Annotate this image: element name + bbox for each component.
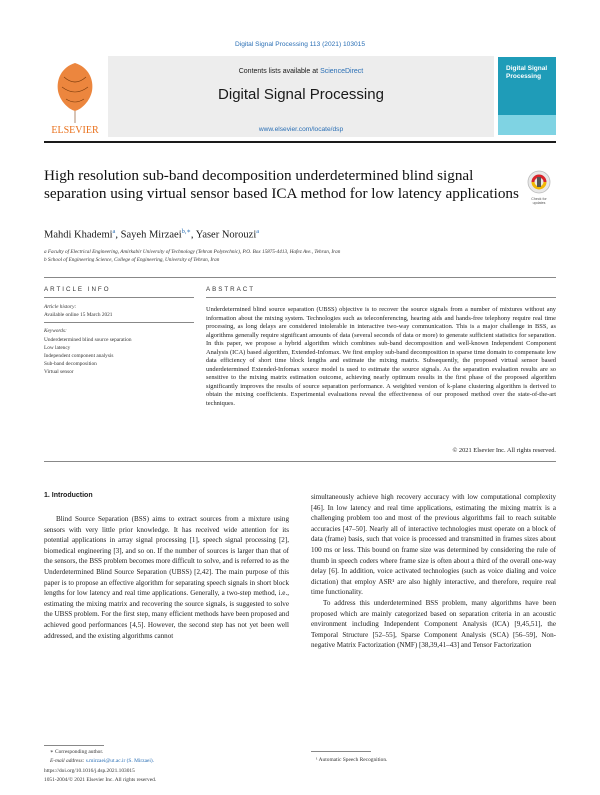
svg-text:updates: updates — [532, 201, 546, 205]
check-for-updates-badge[interactable] — [524, 169, 554, 205]
contents-line: Contents lists available at ScienceDirect — [238, 68, 364, 75]
abstract-heading: ABSTRACT — [206, 286, 256, 293]
history-label: Article history: — [44, 304, 77, 310]
author-name[interactable]: Yaser Norouzi — [195, 229, 257, 241]
journal-title: Digital Signal Processing — [218, 86, 384, 103]
divider — [44, 277, 556, 278]
journal-homepage — [108, 126, 494, 133]
cover-title: Digital Signal Processing — [506, 65, 548, 80]
section-heading: 1. Introduction — [44, 492, 93, 499]
badge-label: Check for — [531, 197, 547, 201]
article-info-heading: ARTICLE INFO — [44, 286, 111, 293]
corresponding-author-note: ∗ Corresponding author. — [50, 749, 104, 755]
keyword: Independent component analysis — [44, 353, 114, 359]
email-link[interactable]: s.mirzaei@ut.ac.ir (S. Mirzaei). — [85, 758, 155, 764]
article-title: High resolution sub-band decomposition underdetermined blind signal separation using virtual sensor based ICA method for low latency applications — [44, 167, 519, 202]
affiliation: b School of Engineering Science, College of Engineering, University of Tehran, Iran — [44, 257, 220, 263]
divider — [44, 322, 194, 323]
keyword: Virtual sensor — [44, 369, 74, 375]
paragraph: Blind Source Separation (BSS) aims to extract sources from a mixture using sensors with very little prior knowledge. It has received wide attention for its potential applications in array signal processing [1], speech signal processing [2], biomedical engineering [3], and so on. If the number of sources is larger than that of the sensors, the BSS problem becomes more difficult to solve, and is referred to as the Underdetermined Blind Source Separation (UBSS) [2,42]. The main purpose of this paper is to propose an effective algorithm for separating speech signals in short block lengths for low latency and real time applications. Generally, a two-step method, i.e., estimating the mixing matrix and recovering the source signals, is suggested to solve the UBSS problem. For the first step, many efficient methods have been proposed and achieved good performances [4,5]. However, the second step has not yet been well addressed, and the existing algorithms cannot — [44, 515, 289, 640]
cover-stripe — [498, 115, 556, 135]
keyword: Low latency — [44, 345, 71, 351]
keyword-list — [44, 336, 194, 376]
publisher-name: ELSEVIER — [51, 125, 99, 135]
email-note: E-mail address: s.mirzaei@ut.ac.ir (S. Mirzaei). — [50, 758, 155, 764]
paragraph: To address this underdetermined BSS problem, many algorithms have been proposed which are mainly categorized based on separation criteria in an acoustic environment including Independent Component Analysis (ICA) [9,45,51], the Temporal Structure [52–55], Sparse Component Analysis (SCA) [56–59], Non-negative Matrix Factorization (NMF) [38,39,41–43] and Tensor Factorization — [311, 598, 556, 650]
divider — [206, 297, 556, 298]
sciencedirect-link[interactable]: ScienceDirect — [320, 68, 364, 75]
issn-line: 1051-2004/© 2021 Elsevier Inc. All rights reserved. — [44, 777, 157, 783]
asr-footnote: ¹ Automatic Speech Recognition. — [316, 757, 388, 763]
author-name[interactable]: Mahdi Khademi — [44, 229, 113, 241]
footnote-rule — [311, 751, 371, 752]
keyword: Underdetermined blind source separation — [44, 337, 132, 343]
abstract-copyright: © 2021 Elsevier Inc. All rights reserved. — [452, 447, 556, 454]
keyword: Sub-band decomposition — [44, 361, 97, 367]
affiliation: a Faculty of Electrical Engineering, Amirkabir University of Technology (Tehran Polytechnic), P.O. Box 15875-4413, Hafez Ave., Tehran, Iran — [44, 249, 341, 255]
author-list: Mahdi Khademi$^a$, Sayeh Mirzaei$^{b,∗}$, Yaser Norouzi$^a$ — [44, 228, 260, 241]
elsevier-logo — [44, 57, 106, 135]
paragraph: simultaneously achieve high recovery accuracy with low computational complexity [46]. In low latency and real time applications, estimating the mixing matrix is a challenging problem too and most of the previous algorithms fail to reach suitable accuracies [47–50]. Nearly all of interactive technologies must operate on a block of data (frame) basis, such that voice is processed and transmitted in frames sizes about 100 ms or less. This bound on frame size was determined by considering the rule of thumb in speech coders where frame size is often about a third of the overall one-way delay [6]. In addition, voice activated technologies (such as voice dialing and voice dictation) that employ ASR¹ are also highly interactive, and therefore, require real time functionality. — [311, 493, 556, 597]
homepage-link[interactable]: www.elsevier.com/locate/dsp — [258, 126, 344, 133]
author-name[interactable]: Sayeh Mirzaei — [120, 229, 182, 241]
history-value: Available online 15 March 2021 — [44, 312, 113, 318]
divider — [44, 461, 556, 462]
header-divider — [44, 141, 556, 143]
abstract-text: Underdetermined blind source separation (UBSS) objective is to recover the source signals from a number of mixtures without any information about the mixing system. Technologies such as teleconferencing, hearing aids and hands-free telephony require real time processing, as long delays are considered intolerable in interactive two-way communication. This is a major challenge in BSS, as algorithms generally require significant amounts of data (several seconds of data or more) to generate sufficient statistics for separation. In this paper, we propose a hybrid algorithm which combines sub-band decomposition and well-known Independent Component Analysis (ICA) based algorithm, Extended-Infomax. We first employ sub-band decomposition in sparse time domain to compensate low data efficiency of short time block lengths and estimate the mixing matrix. Subsequently, the proposed virtual sensor based underdetermined Extended-Infomax source model is used to estimate the source signals. As the separation evaluation results are so sensitive to the mixing matrix estimation outcome, achieving nearly optimum results in the first phase of the proposed algorithm significantly improves the results of source separation performance. A weighted version of k-plane clustering algorithm is derived to obtain the mixing coefficients. Experimental evaluations reveal the effectiveness of our proposed method over the state-of-the-art techniques. — [206, 306, 556, 408]
doi-link[interactable]: https://doi.org/10.1016/j.dsp.2021.103015 — [44, 768, 135, 774]
keywords-label: Keywords: — [44, 328, 67, 334]
journal-reference-link[interactable]: Digital Signal Processing 113 (2021) 103015 — [234, 41, 365, 48]
right-column — [311, 492, 556, 651]
journal-cover-thumbnail — [498, 57, 556, 135]
left-column — [44, 514, 289, 641]
footnote-rule — [44, 745, 104, 746]
divider — [44, 297, 194, 298]
